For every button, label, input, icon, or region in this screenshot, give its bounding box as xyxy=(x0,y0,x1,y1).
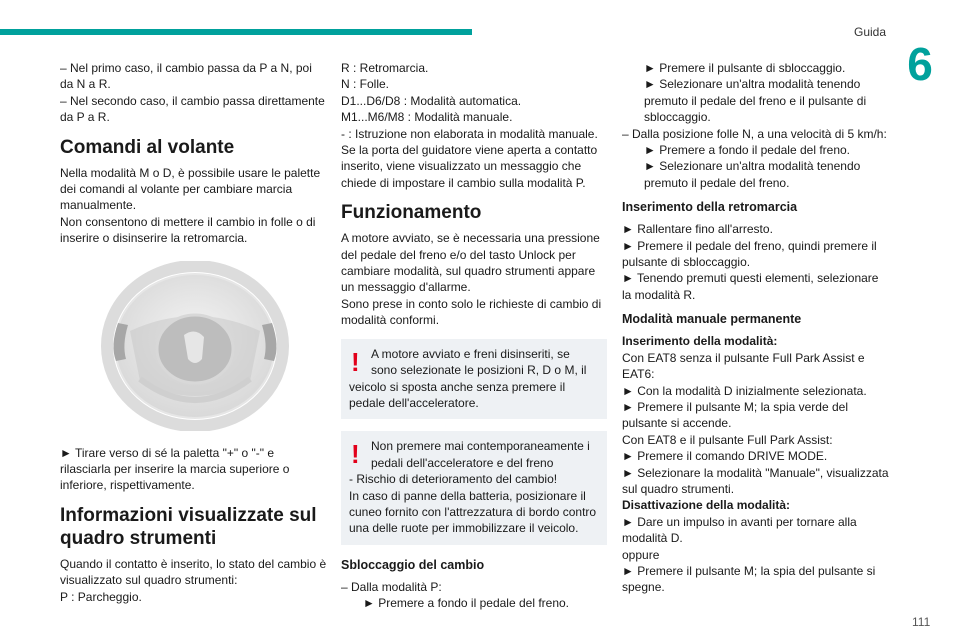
subheading: Inserimento della modalità: xyxy=(622,334,778,349)
paragraph: ► Premere il pulsante M; la spia verde del pulsante si accende. xyxy=(622,399,848,431)
warning-box xyxy=(341,431,607,544)
heading-reverse: Inserimento della retromarcia xyxy=(622,200,798,215)
paragraph: – Nel secondo caso, il cambio passa direttamente da P a R. xyxy=(60,93,325,125)
gear-legend-item: N : Folle. xyxy=(341,77,390,92)
gear-legend-item: R : Retromarcia. xyxy=(341,61,429,75)
warning-text: Non premere mai contemporaneamente i pedali dell'acceleratore e del freno xyxy=(371,439,590,470)
paragraph: ► Premere il pedale del freno, quindi premere il pulsante di sbloccaggio. xyxy=(622,238,877,270)
paragraph: – Dalla posizione folle N, a una velocità di 5 km/h: xyxy=(622,126,887,141)
paragraph: ► Selezionare un'altra modalità tenendo premuto il pedale del freno. xyxy=(644,159,861,190)
paragraph: Con EAT8 senza il pulsante Full Park Assist e EAT6: xyxy=(622,350,865,382)
heading-unlock: Sbloccaggio del cambio xyxy=(341,557,485,572)
paragraph: ► Rallentare fino all'arresto. xyxy=(622,222,773,237)
paragraph: ► Premere il comando DRIVE MODE. xyxy=(622,449,828,464)
heading-steering-controls: Comandi al volante xyxy=(60,136,235,158)
paragraph: Nella modalità M o D, è possibile usare le palette dei comandi al volante per cambiare marcia manualmente. xyxy=(60,165,321,213)
paragraph: ► Tirare verso di sé la paletta "+" o "-" e rilasciarla per inserire la marcia superiore o inferiore, rispettivamente. xyxy=(60,445,290,493)
subheading: Disattivazione della modalità: xyxy=(622,498,791,513)
column-2 xyxy=(341,60,607,612)
paragraph: Quando il contatto è inserito, lo stato del cambio è visualizzato sul quadro strumenti: xyxy=(60,556,327,588)
warning-text: A motore avviato e freni disinseriti, se sono selezionate le posizioni R, D o M, il xyxy=(371,346,587,378)
column-3 xyxy=(622,60,890,596)
heading-operation: Funzionamento xyxy=(341,202,482,224)
steering-wheel-illustration xyxy=(100,261,290,431)
paragraph: Non consentono di mettere il cambio in folle o di inserire o disinserire la retromarcia. xyxy=(60,214,316,246)
paragraph: ► Premere il pulsante M; la spia del pulsante si spegne. xyxy=(622,563,876,595)
gear-legend-item: D1...D6/D8 : Modalità automatica. xyxy=(341,93,522,108)
paragraph: ► Dare un impulso in avanti per tornare alla modalità D. xyxy=(622,514,857,546)
paragraph: A motore avviato, se è necessaria una pressione del pedale del freno e/o del tasto Unlock per cambiare modalità, sul quadro strumenti appare un messaggio d'allarme. xyxy=(341,231,600,295)
heading-dashboard-info: Informazioni visualizzate sul quadro strumenti xyxy=(60,504,317,549)
paragraph: ► Premere a fondo il pedale del freno. xyxy=(363,596,569,611)
column-1 xyxy=(60,60,328,605)
paragraph: P : Parcheggio. xyxy=(60,589,142,604)
page-number: 111 xyxy=(912,615,931,629)
paragraph: ► Premere a fondo il pedale del freno. xyxy=(644,143,850,158)
warning-icon: ! xyxy=(351,346,360,377)
header-accent-bar xyxy=(0,29,472,35)
paragraph: – Dalla modalità P: xyxy=(341,579,442,594)
paragraph: ► Premere il pulsante di sbloccaggio. xyxy=(644,61,846,75)
paragraph: ► Selezionare la modalità "Manuale", visualizzata sul quadro strumenti. xyxy=(622,465,889,496)
paragraph: Sono prese in conto solo le richieste di cambio di modalità conformi. xyxy=(341,296,602,328)
paragraph: ► Con la modalità D inizialmente selezionata. xyxy=(622,383,867,398)
warning-box xyxy=(341,339,607,420)
chapter-number: 6 xyxy=(907,38,933,90)
gear-legend-item: M1...M6/M8 : Modalità manuale. xyxy=(341,110,513,125)
paragraph: ► Tenendo premuti questi elementi, selezionare la modalità R. xyxy=(622,271,879,302)
warning-icon: ! xyxy=(351,439,360,470)
warning-text: veicolo si sposta anche senza premere il pedale dell'acceleratore. xyxy=(349,379,566,410)
paragraph: oppure xyxy=(622,547,660,562)
warning-text: In caso di panne della batteria, posizionare il cuneo fornito con l'attrezzatura di bordo contro una delle ruote per immobilizzare il veicolo. xyxy=(349,488,597,536)
section-title: Guida xyxy=(854,25,887,39)
paragraph: Se la porta del guidatore viene aperta a contatto inserito, viene visualizzato un messaggio che chiede di impostare il cambio sulla modalità P. xyxy=(341,143,598,190)
paragraph: Con EAT8 e il pulsante Full Park Assist: xyxy=(622,432,833,447)
heading-manual-mode: Modalità manuale permanente xyxy=(622,312,802,327)
paragraph: ► Selezionare un'altra modalità tenendo premuto il pedale del freno e il pulsante di sbloccaggio. xyxy=(644,77,867,125)
paragraph: – Nel primo caso, il cambio passa da P a N, poi da N a R. xyxy=(60,61,312,92)
warning-text: - Rischio di deterioramento del cambio! xyxy=(349,472,558,487)
gear-legend-item: - : Istruzione non elaborata in modalità manuale. xyxy=(341,126,598,141)
